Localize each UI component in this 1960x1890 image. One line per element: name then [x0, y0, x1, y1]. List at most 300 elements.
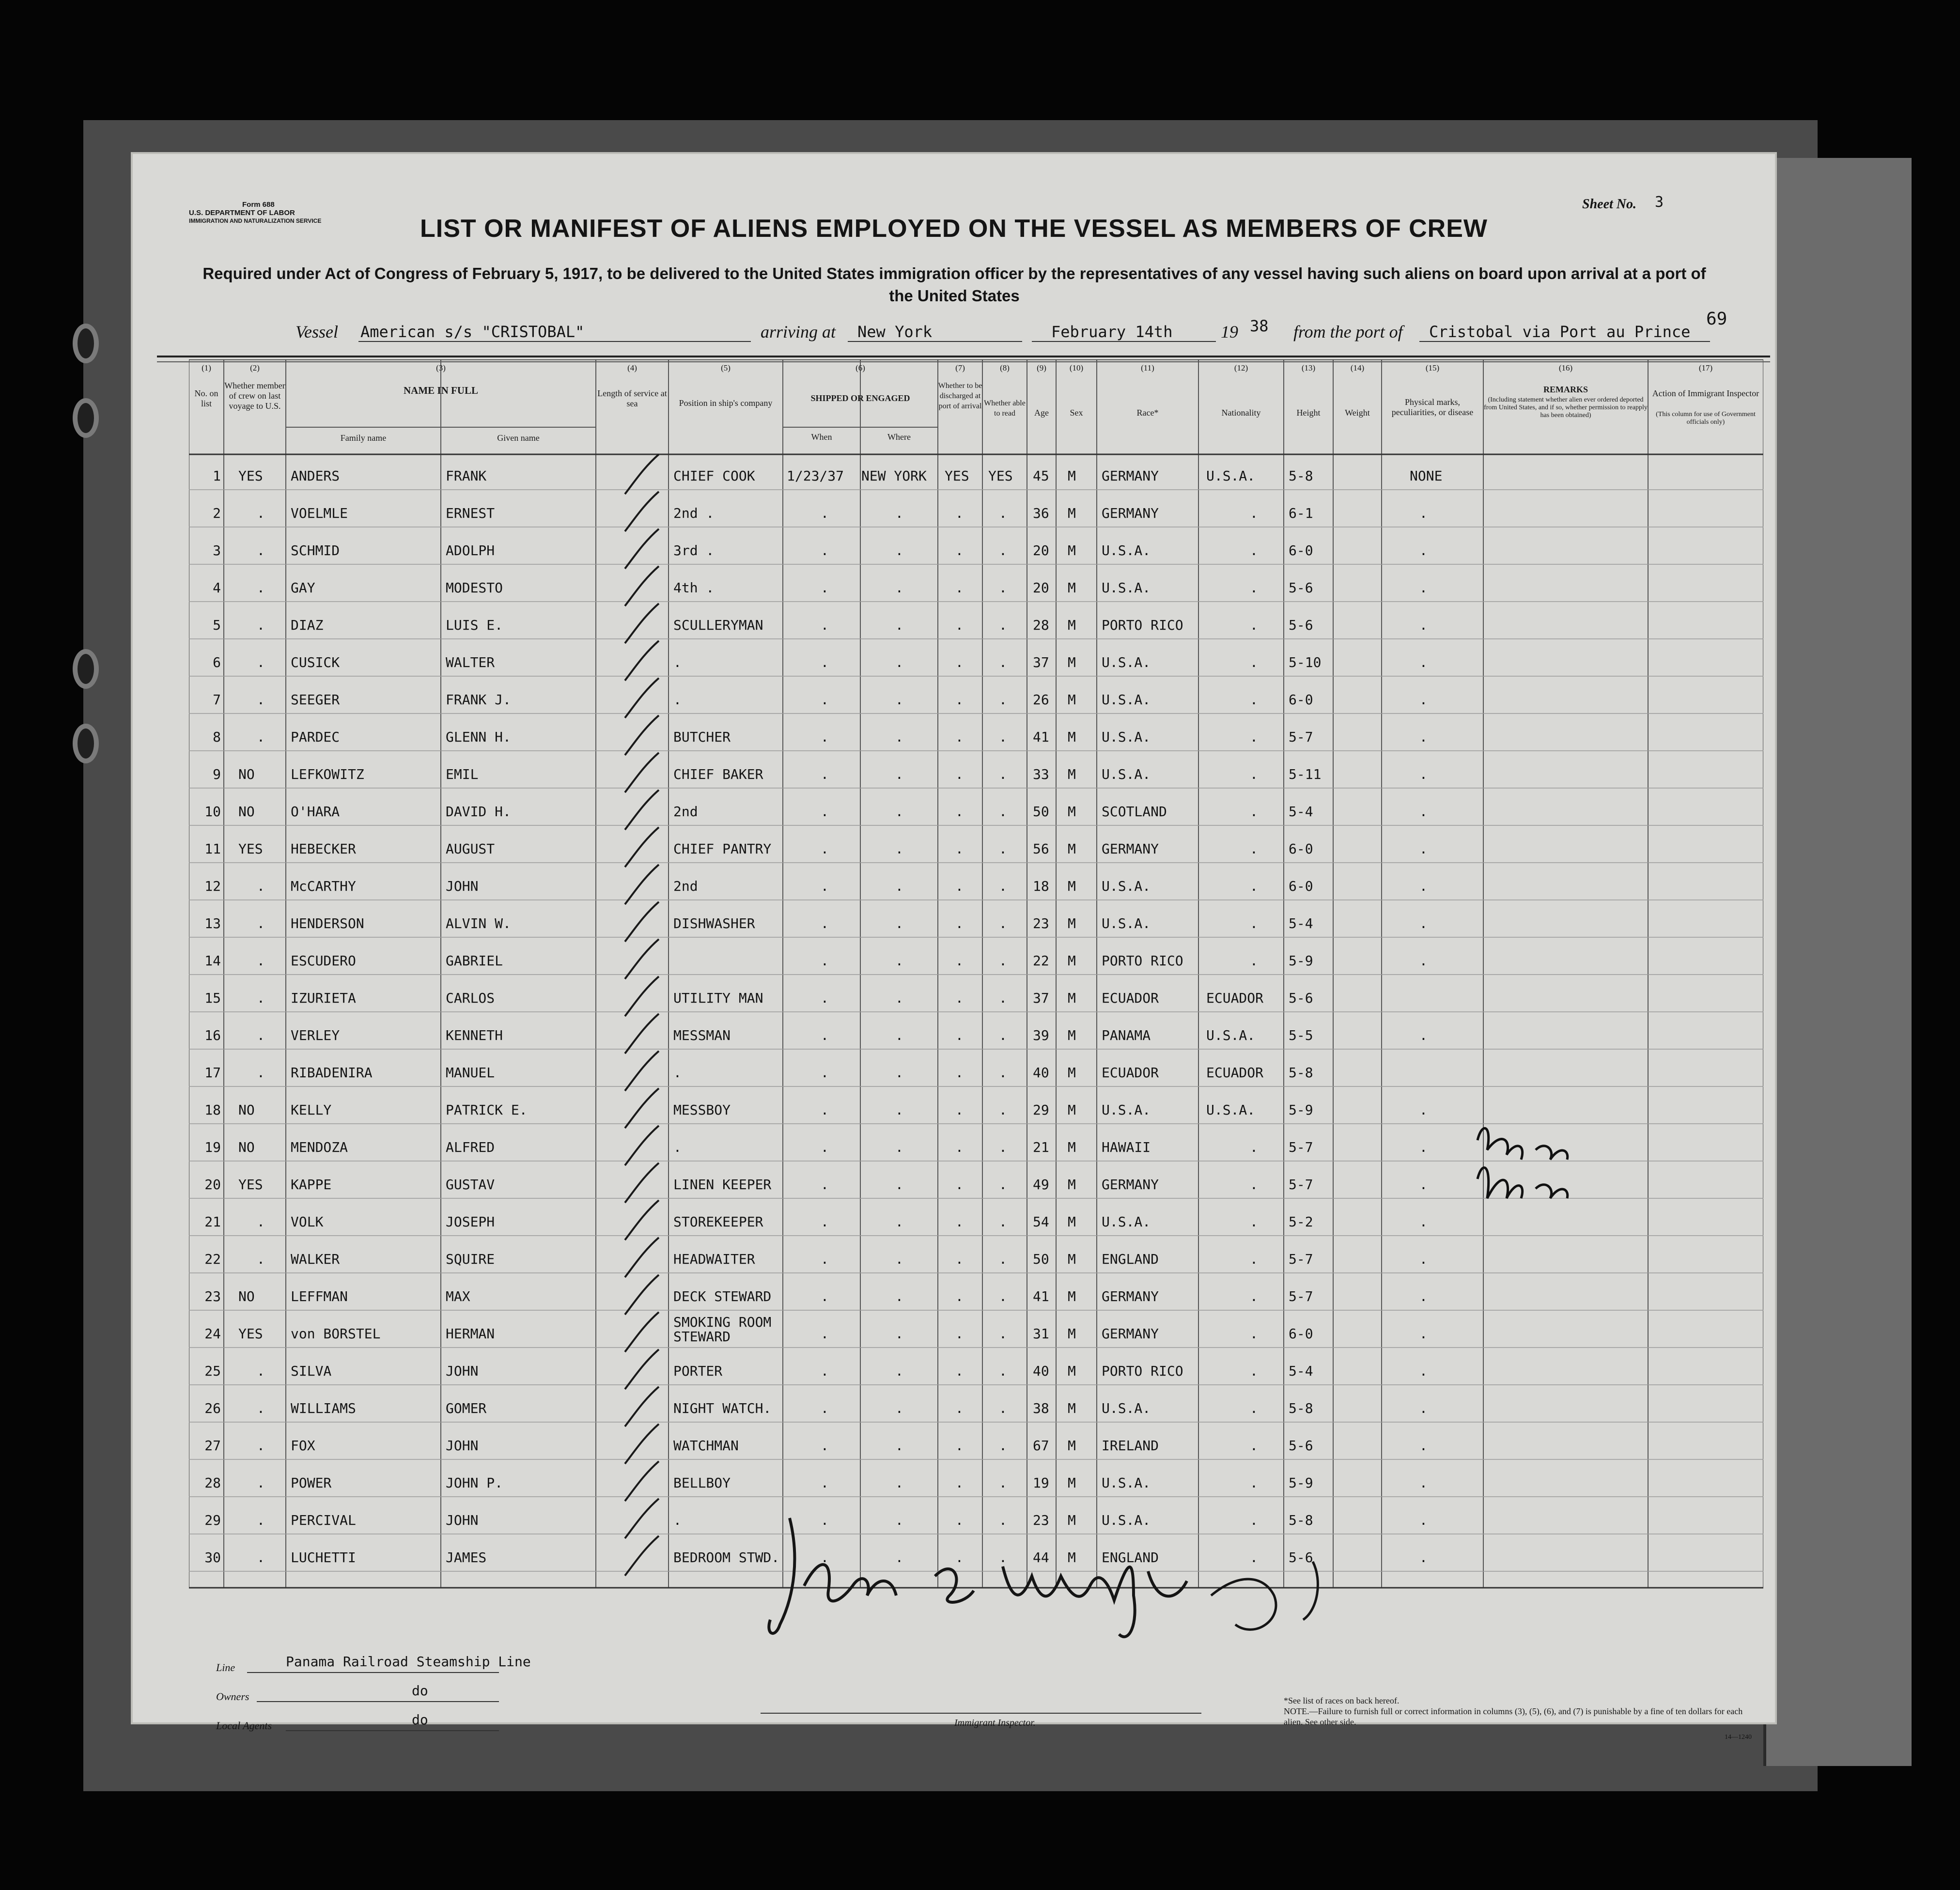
manifest-page [131, 152, 1777, 1741]
owners-label: Owners [216, 1690, 249, 1703]
shipped-where-cell: . [895, 729, 903, 745]
row-number: 22 [204, 1251, 221, 1267]
physical-marks-cell: . [1419, 617, 1428, 633]
service-name: IMMIGRATION AND NATURALIZATION SERVICE [189, 217, 322, 224]
race-cell: U.S.A. [1102, 729, 1151, 745]
shipped-when-cell: . [821, 953, 829, 969]
age-cell: 23 [1033, 1512, 1049, 1528]
sex-cell: M [1068, 1326, 1076, 1342]
given-name-cell: SQUIRE [446, 1251, 495, 1267]
table-row [189, 1387, 1763, 1424]
discharged-cell: . [955, 692, 964, 708]
physical-marks-cell: . [1419, 1363, 1428, 1379]
row-number: 26 [204, 1400, 221, 1416]
crew-table [189, 359, 1763, 1643]
family-name-cell: PARDEC [291, 729, 340, 745]
sex-cell: M [1068, 1363, 1076, 1379]
age-cell: 56 [1033, 841, 1049, 857]
form-number: Form 688 [242, 201, 275, 209]
able-to-read-cell: . [999, 580, 1007, 596]
last-voyage-cell: NO [238, 1288, 255, 1304]
header-sex: Sex [1070, 408, 1083, 418]
shipped-where-cell: . [895, 953, 903, 969]
column-number: (4) [627, 363, 637, 372]
header-able-to-read: Whether able to read [984, 399, 1026, 418]
header-given-name: Given name [497, 433, 540, 443]
shipped-where-cell: . [895, 1512, 903, 1528]
position-cell: 4th . [673, 580, 715, 596]
sex-cell: M [1068, 692, 1076, 708]
position-cell: HEADWAITER [673, 1251, 755, 1267]
arriving-label: arriving at [761, 322, 836, 341]
physical-marks-cell: NONE [1410, 468, 1443, 484]
row-number: 4 [213, 580, 221, 596]
race-cell: GERMANY [1102, 468, 1159, 484]
shipped-where-cell: . [895, 915, 903, 931]
nationality-cell: . [1250, 617, 1258, 633]
discharged-cell: YES [945, 468, 969, 484]
physical-marks-cell: . [1419, 1214, 1428, 1230]
owners-value: do [412, 1683, 428, 1699]
header-last-voyage: Whether member of crew on last voyage to U.S. [224, 381, 285, 411]
physical-marks-cell: . [1419, 878, 1428, 894]
age-cell: 33 [1033, 766, 1049, 782]
local-agents-value: do [412, 1712, 428, 1728]
sex-cell: M [1068, 1288, 1076, 1304]
last-voyage-cell: . [257, 1251, 265, 1267]
row-number: 29 [204, 1512, 221, 1528]
discharged-cell: . [955, 1326, 964, 1342]
shipped-where-cell: . [895, 1251, 903, 1267]
able-to-read-cell: . [999, 915, 1007, 931]
last-voyage-cell: . [257, 1549, 265, 1565]
nationality-cell: . [1250, 953, 1258, 969]
physical-marks-cell: . [1419, 1549, 1428, 1565]
header-length-of-service: Length of service at sea [597, 388, 667, 408]
able-to-read-cell: . [999, 1363, 1007, 1379]
family-name-cell: HEBECKER [291, 841, 356, 857]
sex-cell: M [1068, 1065, 1076, 1081]
sex-cell: M [1068, 1512, 1076, 1528]
race-cell: U.S.A. [1102, 1400, 1151, 1416]
family-name-cell: SILVA [291, 1363, 332, 1379]
able-to-read-cell: . [999, 1139, 1007, 1155]
nationality-cell: . [1250, 1512, 1258, 1528]
header-no-on-list: No. on list [194, 388, 218, 408]
position-cell: LINEN KEEPER [673, 1177, 772, 1193]
given-name-cell: DAVID H. [446, 804, 511, 820]
shipped-when-cell: . [821, 1512, 829, 1528]
shipped-where-cell: . [895, 1139, 903, 1155]
shipped-where-cell: . [895, 542, 903, 558]
race-cell: ENGLAND [1102, 1251, 1159, 1267]
discharged-cell: . [955, 841, 964, 857]
given-name-cell: AUGUST [446, 841, 495, 857]
column-number: (15) [1425, 363, 1440, 372]
row-number: 10 [204, 804, 221, 820]
able-to-read-cell: . [999, 990, 1007, 1006]
given-name-cell: MODESTO [446, 580, 503, 596]
given-name-cell: ALVIN W. [446, 915, 511, 931]
physical-marks-cell: . [1419, 1512, 1428, 1528]
discharged-cell: . [955, 766, 964, 782]
sex-cell: M [1068, 1102, 1076, 1118]
last-voyage-cell: . [257, 1512, 265, 1528]
table-row [189, 1424, 1763, 1461]
physical-marks-cell: . [1419, 505, 1428, 521]
age-cell: 31 [1033, 1326, 1049, 1342]
discharged-cell: . [955, 617, 964, 633]
given-name-cell: CARLOS [446, 990, 495, 1006]
last-voyage-cell: . [257, 1214, 265, 1230]
shipped-when-cell: . [821, 1288, 829, 1304]
shipped-where-cell: . [895, 766, 903, 782]
column-number: (7) [955, 363, 965, 372]
nationality-cell: . [1250, 1363, 1258, 1379]
inspector-label: Immigrant Inspector. [954, 1718, 1036, 1728]
able-to-read-cell: . [999, 1512, 1007, 1528]
row-number: 30 [204, 1549, 221, 1565]
vessel-name: American s/s "CRISTOBAL" [360, 323, 585, 341]
height-cell: 5-6 [1289, 580, 1313, 596]
race-cell: PANAMA [1102, 1027, 1151, 1043]
shipped-when-cell: 1/23/37 [787, 468, 844, 484]
physical-marks-cell: . [1419, 804, 1428, 820]
column-number: (14) [1350, 363, 1365, 372]
header-discharged: Whether to be discharged at port of arrival [938, 382, 982, 410]
family-name-cell: VERLEY [291, 1027, 340, 1043]
row-number: 15 [204, 990, 221, 1006]
able-to-read-cell: . [999, 953, 1007, 969]
family-name-cell: WILLIAMS [291, 1400, 356, 1416]
shipped-where-cell: . [895, 878, 903, 894]
race-cell: U.S.A. [1102, 915, 1151, 931]
row-number: 23 [204, 1288, 221, 1304]
local-agents-label: Local Agents [216, 1720, 272, 1732]
nationality-cell: . [1250, 580, 1258, 596]
last-voyage-cell: NO [238, 766, 255, 782]
shipped-where-cell: . [895, 841, 903, 857]
table-row [189, 492, 1763, 529]
race-cell: U.S.A. [1102, 1214, 1151, 1230]
height-cell: 5-4 [1289, 804, 1313, 820]
shipped-where-cell: . [895, 804, 903, 820]
able-to-read-cell: . [999, 505, 1007, 521]
shipped-when-cell: . [821, 617, 829, 633]
given-name-cell: MANUEL [446, 1065, 495, 1081]
position-cell: 3rd . [673, 542, 715, 558]
race-cell: GERMANY [1102, 841, 1159, 857]
able-to-read-cell: . [999, 804, 1007, 820]
shipped-where-cell: . [895, 580, 903, 596]
shipped-where-cell: . [895, 1363, 903, 1379]
year-prefix: 19 [1221, 322, 1238, 341]
able-to-read-cell: . [999, 1475, 1007, 1491]
table-row [189, 566, 1763, 604]
shipped-when-cell: . [821, 729, 829, 745]
discharged-cell: . [955, 990, 964, 1006]
discharged-cell: . [955, 878, 964, 894]
sheet-label: Sheet No. [1582, 197, 1636, 212]
table-row [189, 939, 1763, 976]
age-cell: 50 [1033, 1251, 1049, 1267]
shipped-when-cell: . [821, 542, 829, 558]
nationality-cell: . [1250, 1139, 1258, 1155]
sex-cell: M [1068, 1251, 1076, 1267]
height-cell: 5-6 [1289, 1438, 1313, 1454]
nationality-cell: U.S.A. [1206, 1102, 1256, 1118]
last-voyage-cell: . [257, 617, 265, 633]
position-cell: BEDROOM STWD. [673, 1549, 780, 1565]
family-name-cell: O'HARA [291, 804, 340, 820]
physical-marks-cell: . [1419, 654, 1428, 670]
race-cell: U.S.A. [1102, 1475, 1151, 1491]
discharged-cell: . [955, 542, 964, 558]
age-cell: 18 [1033, 878, 1049, 894]
family-name-cell: SCHMID [291, 542, 340, 558]
row-number: 9 [213, 766, 221, 782]
position-cell: SCULLERYMAN [673, 617, 763, 633]
shipped-when-cell: . [821, 1400, 829, 1416]
shipped-where-cell: . [895, 1102, 903, 1118]
shipped-where-cell: NEW YORK [861, 468, 927, 484]
age-cell: 40 [1033, 1065, 1049, 1081]
race-cell: U.S.A. [1102, 1102, 1151, 1118]
able-to-read-cell: . [999, 1438, 1007, 1454]
header-weight: Weight [1345, 408, 1370, 418]
shipped-where-cell: . [895, 1065, 903, 1081]
table-row [189, 1461, 1763, 1499]
height-cell: 5-9 [1289, 1102, 1313, 1118]
sex-cell: M [1068, 1549, 1076, 1565]
shipped-when-cell: . [821, 1139, 829, 1155]
underlying-sheet [1763, 158, 1912, 1766]
able-to-read-cell: . [999, 878, 1007, 894]
header-remarks-detail: (Including statement whether alien ever ordered deported from United States, and if so, whether permission to reapply has been obtained) [1484, 396, 1648, 419]
sex-cell: M [1068, 1139, 1076, 1155]
shipped-where-cell: . [895, 654, 903, 670]
table-row [189, 454, 1763, 492]
able-to-read-cell: . [999, 1102, 1007, 1118]
header-family-name: Family name [340, 433, 387, 443]
discharged-cell: . [955, 1475, 964, 1491]
family-name-cell: GAY [291, 580, 315, 596]
nationality-cell: . [1250, 766, 1258, 782]
shipped-when-cell: . [821, 1102, 829, 1118]
table-row [189, 1312, 1763, 1349]
physical-marks-cell: . [1419, 1102, 1428, 1118]
position-cell: SMOKING ROOM STEWARD [673, 1314, 772, 1345]
last-voyage-cell: . [257, 692, 265, 708]
race-cell: GERMANY [1102, 505, 1159, 521]
nationality-cell: . [1250, 1475, 1258, 1491]
discharged-cell: . [955, 1512, 964, 1528]
given-name-cell: GUSTAV [446, 1177, 495, 1193]
given-name-cell: JOHN [446, 878, 479, 894]
row-number: 1 [213, 468, 221, 484]
nationality-cell: . [1250, 1326, 1258, 1342]
sex-cell: M [1068, 729, 1076, 745]
position-cell: DISHWASHER [673, 915, 755, 931]
given-name-cell: PATRICK E. [446, 1102, 528, 1118]
family-name-cell: FOX [291, 1438, 315, 1454]
sex-cell: M [1068, 1027, 1076, 1043]
shipped-when-cell: . [821, 1177, 829, 1193]
shipped-when-cell: . [821, 915, 829, 931]
nationality-cell: U.S.A. [1206, 1027, 1256, 1043]
age-cell: 50 [1033, 804, 1049, 820]
height-cell: 5-7 [1289, 729, 1313, 745]
shipped-when-cell: . [821, 841, 829, 857]
position-cell: UTILITY MAN [673, 990, 763, 1006]
shipped-where-cell: . [895, 1438, 903, 1454]
race-cell: U.S.A. [1102, 766, 1151, 782]
position-cell: STOREKEEPER [673, 1214, 763, 1230]
physical-marks-cell: . [1419, 542, 1428, 558]
sex-cell: M [1068, 1400, 1076, 1416]
shipped-when-cell: . [821, 580, 829, 596]
last-voyage-cell: . [257, 1027, 265, 1043]
header-shipped-engaged: SHIPPED OR ENGAGED [810, 393, 910, 403]
nationality-cell: . [1250, 505, 1258, 521]
given-name-cell: JOHN [446, 1363, 479, 1379]
shipped-when-cell: . [821, 505, 829, 521]
punch-hole [73, 324, 99, 363]
discharged-cell: . [955, 915, 964, 931]
last-voyage-cell: . [257, 505, 265, 521]
last-voyage-cell: . [257, 580, 265, 596]
discharged-cell: . [955, 654, 964, 670]
able-to-read-cell: . [999, 617, 1007, 633]
age-cell: 44 [1033, 1549, 1049, 1565]
height-cell: 5-9 [1289, 953, 1313, 969]
table-row [189, 976, 1763, 1014]
age-cell: 20 [1033, 542, 1049, 558]
height-cell: 5-7 [1289, 1177, 1313, 1193]
shipped-where-cell: . [895, 1326, 903, 1342]
race-cell: GERMANY [1102, 1288, 1159, 1304]
height-cell: 5-11 [1289, 766, 1322, 782]
discharged-cell: . [955, 1139, 964, 1155]
shipped-where-cell: . [895, 1027, 903, 1043]
able-to-read-cell: . [999, 1326, 1007, 1342]
able-to-read-cell: . [999, 1214, 1007, 1230]
family-name-cell: HENDERSON [291, 915, 364, 931]
age-cell: 41 [1033, 1288, 1049, 1304]
nationality-cell: . [1250, 804, 1258, 820]
last-voyage-cell: . [257, 1438, 265, 1454]
nationality-cell: . [1250, 841, 1258, 857]
column-number: (17) [1698, 363, 1713, 372]
row-number: 2 [213, 505, 221, 521]
column-number: (2) [250, 363, 260, 372]
able-to-read-cell: . [999, 654, 1007, 670]
physical-marks-cell: . [1419, 766, 1428, 782]
physical-marks-cell: . [1419, 1251, 1428, 1267]
row-number: 8 [213, 729, 221, 745]
position-cell: CHIEF PANTRY [673, 841, 772, 857]
position-cell: 2nd . [673, 505, 715, 521]
header-inspector-action: Action of Immigrant Inspector [1652, 388, 1759, 398]
last-voyage-cell: . [257, 1400, 265, 1416]
age-cell: 26 [1033, 692, 1049, 708]
physical-marks-cell: . [1419, 1288, 1428, 1304]
inspector-signature [761, 1499, 1390, 1663]
penalty-note: NOTE.—Failure to furnish full or correct information in columns (3), (5), (6), and (7) is punishable by a fine of ten dollars for each alien. See other side. [1284, 1706, 1743, 1727]
last-voyage-cell: NO [238, 804, 255, 820]
given-name-cell: HERMAN [446, 1326, 495, 1342]
shipped-when-cell: . [821, 804, 829, 820]
page-title: LIST OR MANIFEST OF ALIENS EMPLOYED ON THE VESSEL AS MEMBERS OF CREW [420, 215, 1488, 243]
race-cell: ECUADOR [1102, 990, 1159, 1006]
age-cell: 23 [1033, 915, 1049, 931]
row-number: 20 [204, 1177, 221, 1193]
family-name-cell: LEFKOWITZ [291, 766, 364, 782]
shipped-when-cell: . [821, 1214, 829, 1230]
able-to-read-cell: . [999, 1027, 1007, 1043]
row-number: 7 [213, 692, 221, 708]
position-cell: DECK STEWARD [673, 1288, 772, 1304]
sex-cell: M [1068, 1214, 1076, 1230]
nationality-cell: U.S.A. [1206, 468, 1256, 484]
row-number: 17 [204, 1065, 221, 1081]
nationality-cell: . [1250, 1549, 1258, 1565]
family-name-cell: KELLY [291, 1102, 332, 1118]
row-number: 25 [204, 1363, 221, 1379]
shipped-when-cell: . [821, 1065, 829, 1081]
header-when: When [811, 432, 832, 442]
given-name-cell: ALFRED [446, 1139, 495, 1155]
height-cell: 5-6 [1289, 990, 1313, 1006]
able-to-read-cell: . [999, 1065, 1007, 1081]
steamship-line: Panama Railroad Steamship Line [286, 1654, 531, 1670]
height-cell: 5-6 [1289, 617, 1313, 633]
race-note: *See list of races on back hereof. [1284, 1696, 1400, 1705]
physical-marks-cell: . [1419, 1027, 1428, 1043]
header-height: Height [1296, 408, 1321, 418]
position-cell: BELLBOY [673, 1475, 731, 1491]
height-cell: 5-4 [1289, 1363, 1313, 1379]
table-row [189, 529, 1763, 566]
age-cell: 37 [1033, 990, 1049, 1006]
nationality-cell: . [1250, 1438, 1258, 1454]
discharged-cell: . [955, 1363, 964, 1379]
family-name-cell: RIBADENIRA [291, 1065, 373, 1081]
table-row [189, 865, 1763, 902]
last-voyage-cell: . [257, 1065, 265, 1081]
position-cell: PORTER [673, 1363, 723, 1379]
discharged-cell: . [955, 505, 964, 521]
given-name-cell: GOMER [446, 1400, 487, 1416]
table-row [189, 1349, 1763, 1387]
age-cell: 28 [1033, 617, 1049, 633]
given-name-cell: JOSEPH [446, 1214, 495, 1230]
column-number: (13) [1301, 363, 1316, 372]
sex-cell: M [1068, 654, 1076, 670]
last-voyage-cell: YES [238, 1177, 263, 1193]
nationality-cell: . [1250, 692, 1258, 708]
height-cell: 5-2 [1289, 1214, 1313, 1230]
table-row [189, 902, 1763, 939]
able-to-read-cell: . [999, 1400, 1007, 1416]
age-cell: 21 [1033, 1139, 1049, 1155]
height-cell: 5-7 [1289, 1139, 1313, 1155]
family-name-cell: POWER [291, 1475, 332, 1491]
page-stamp-number: 69 [1706, 309, 1727, 329]
sex-cell: M [1068, 617, 1076, 633]
row-number: 16 [204, 1027, 221, 1043]
table-row [189, 753, 1763, 790]
